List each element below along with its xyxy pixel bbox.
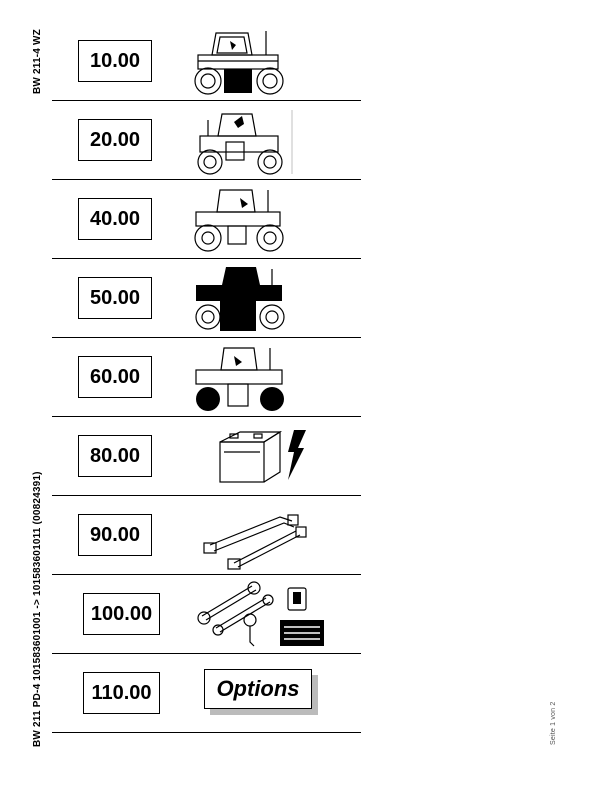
section-code-60[interactable]: 60.00	[78, 356, 152, 398]
section-code-80[interactable]: 80.00	[78, 435, 152, 477]
section-code-110[interactable]: 110.00	[83, 672, 160, 714]
section-divider	[52, 416, 361, 417]
section-code-90[interactable]: 90.00	[78, 514, 152, 556]
model-label-top: BW 211-4 WZ	[32, 29, 43, 94]
battery-electrical-icon[interactable]	[214, 424, 314, 490]
section-code-20[interactable]: 20.00	[78, 119, 152, 161]
model-label-bottom: BW 211 PD-4 101583601001 -> 101583601011 (00824391)	[32, 471, 43, 747]
roller-frame-icon[interactable]	[190, 265, 290, 335]
section-code-100[interactable]: 100.00	[83, 593, 160, 635]
roller-drums-icon[interactable]	[190, 344, 290, 414]
section-divider	[52, 179, 361, 180]
section-divider	[52, 732, 361, 733]
section-code-10[interactable]: 10.00	[78, 40, 152, 82]
tools-keys-icon[interactable]	[196, 580, 334, 650]
section-divider	[52, 653, 361, 654]
roller-engine-icon[interactable]	[190, 108, 295, 178]
roller-drive-icon[interactable]	[190, 186, 290, 256]
page-note: Seite 1 von 2	[550, 701, 557, 745]
section-divider	[52, 258, 361, 259]
section-code-50[interactable]: 50.00	[78, 277, 152, 319]
roller-full-view-icon[interactable]	[190, 25, 290, 97]
section-code-40[interactable]: 40.00	[78, 198, 152, 240]
section-divider	[52, 337, 361, 338]
section-divider	[52, 574, 361, 575]
section-divider	[52, 495, 361, 496]
hydraulic-hoses-icon[interactable]	[200, 505, 310, 571]
section-divider	[52, 100, 361, 101]
options-card-icon[interactable]: Options	[204, 669, 312, 709]
